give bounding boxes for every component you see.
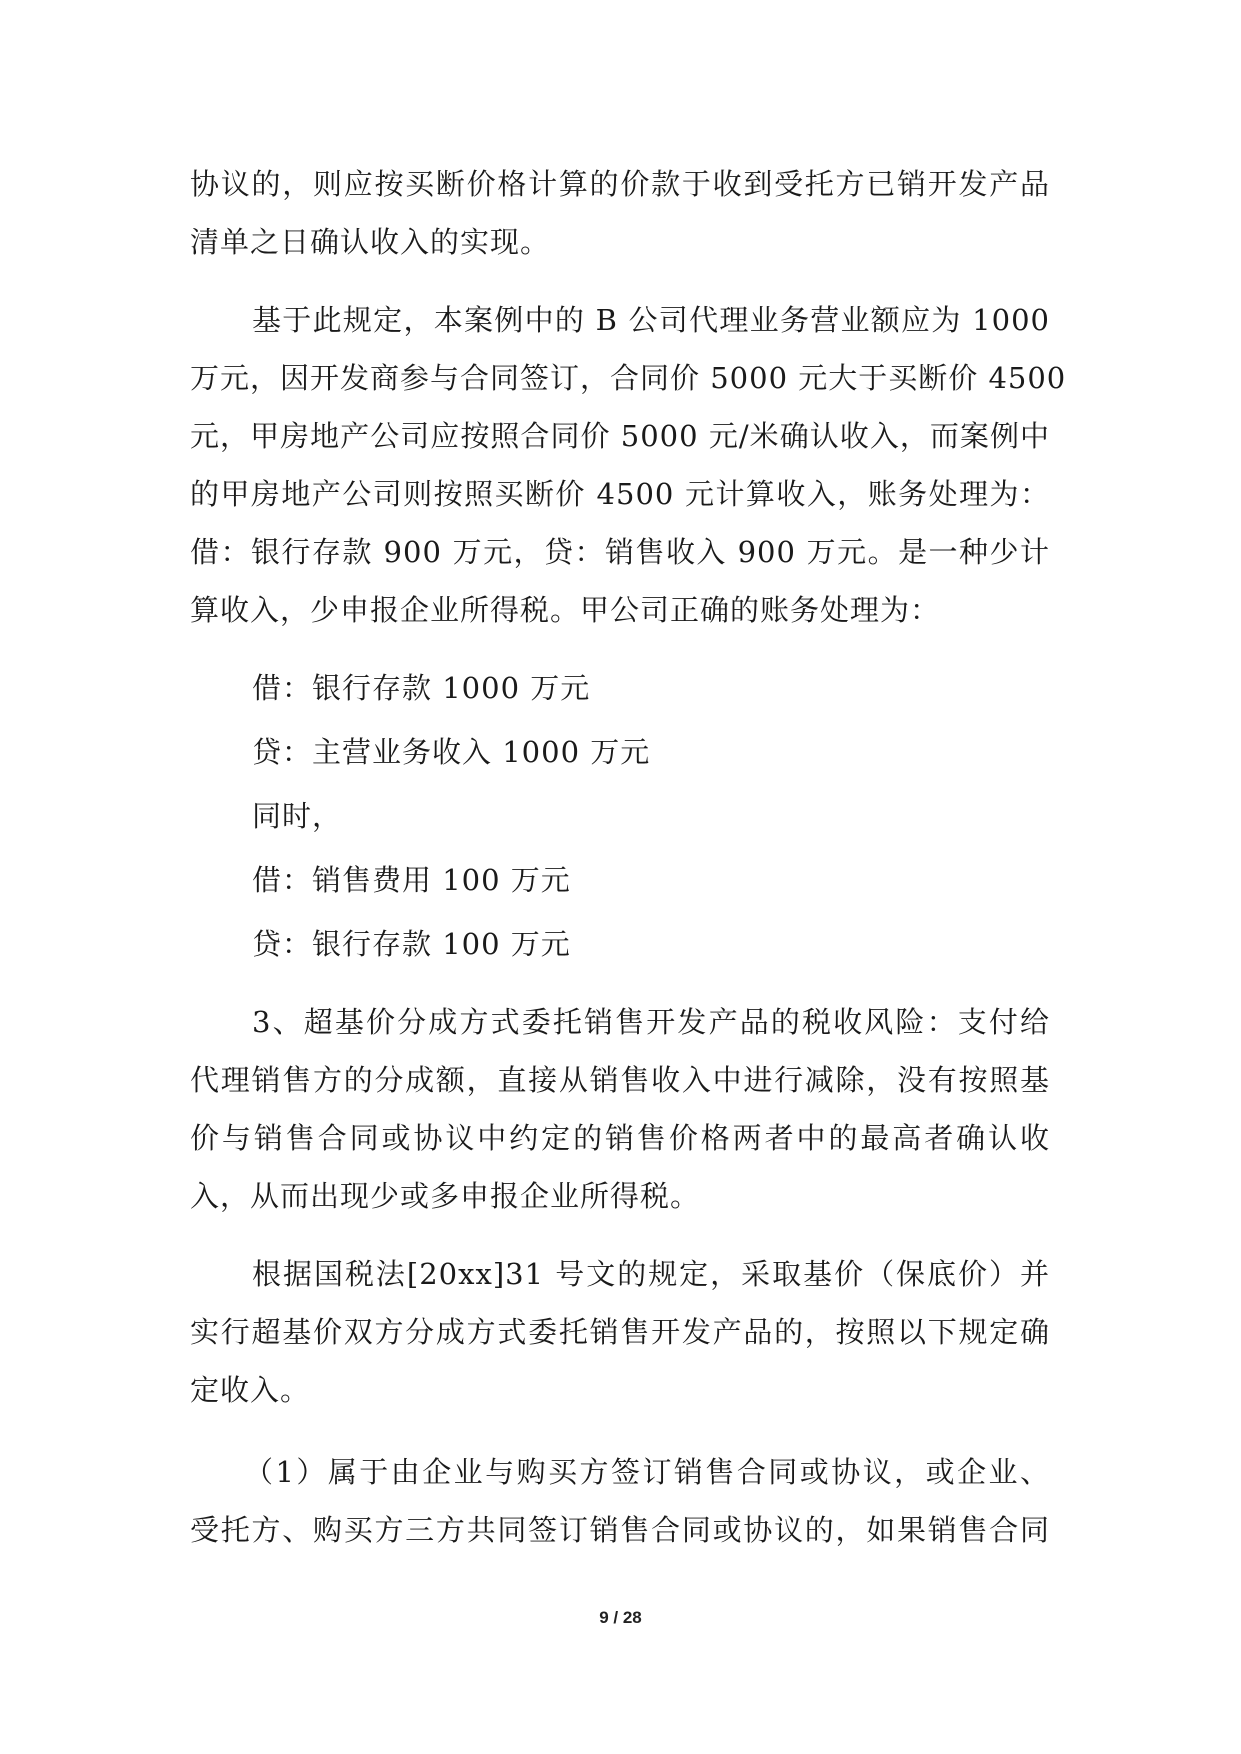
text-line: 借：银行存款 1000 万元 xyxy=(252,671,591,705)
text-line: 定收入。 xyxy=(190,1373,311,1407)
text-line: 借：银行存款 900 万元，贷：销售收入 900 万元。是一种少计 xyxy=(190,535,1050,569)
text-line: 元，甲房地产公司应按照合同价 5000 元/米确认收入，而案例中 xyxy=(190,419,1050,453)
text-line: 3、超基价分成方式委托销售开发产品的税收风险：支付给 xyxy=(252,1005,1050,1039)
text-line: 协议的，则应按买断价格计算的价款于收到受托方已销开发产品 xyxy=(190,167,1050,201)
text-line: 清单之日确认收入的实现。 xyxy=(190,225,551,259)
text-line: 贷：主营业务收入 1000 万元 xyxy=(252,735,651,769)
text-line: 贷：银行存款 100 万元 xyxy=(252,927,571,961)
text-line: 基于此规定，本案例中的 B 公司代理业务营业额应为 1000 xyxy=(252,303,1050,337)
text-line: 同时， xyxy=(252,799,343,833)
text-line: （1）属于由企业与购买方签订销售合同或协议，或企业、 xyxy=(244,1455,1050,1489)
text-line: 根据国税法[20xx]31 号文的规定，采取基价（保底价）并 xyxy=(252,1257,1050,1291)
text-line: 万元，因开发商参与合同签订，合同价 5000 元大于买断价 4500 xyxy=(190,361,1067,395)
text-line: 算收入，少申报企业所得税。甲公司正确的账务处理为： xyxy=(190,593,941,627)
text-line: 的甲房地产公司则按照买断价 4500 元计算收入，账务处理为： xyxy=(190,477,1050,511)
text-line: 代理销售方的分成额，直接从销售收入中进行减除，没有按照基 xyxy=(190,1063,1050,1097)
text-line: 入，从而出现少或多申报企业所得税。 xyxy=(190,1179,701,1213)
text-line: 借：销售费用 100 万元 xyxy=(252,863,571,897)
text-line: 价与销售合同或协议中约定的销售价格两者中的最高者确认收 xyxy=(190,1121,1050,1155)
page-number: 9 / 28 xyxy=(599,1608,642,1627)
text-line: 实行超基价双方分成方式委托销售开发产品的，按照以下规定确 xyxy=(190,1315,1050,1349)
text-line: 受托方、购买方三方共同签订销售合同或协议的，如果销售合同 xyxy=(190,1513,1050,1547)
